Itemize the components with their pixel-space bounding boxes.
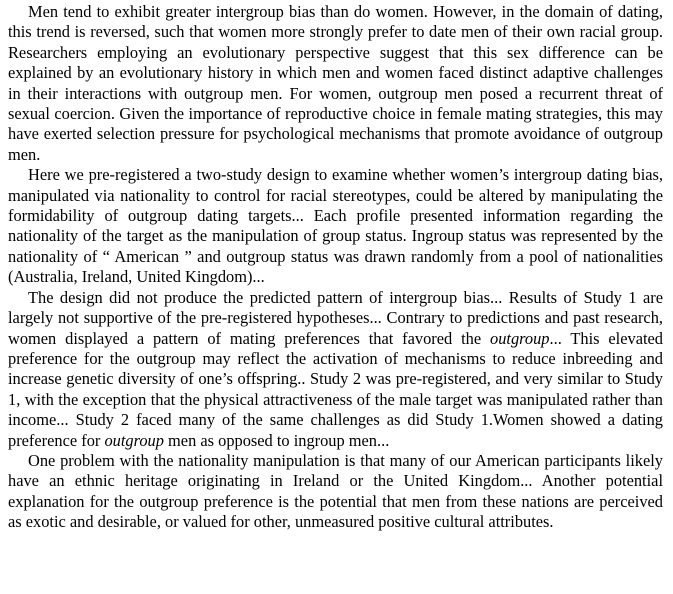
paragraph-3 — [8, 288, 663, 451]
paragraph-1-text: Men tend to exhibit greater intergroup bias than do women. However, in the domain of dating, this trend is reversed, such that women more strongly prefer to date men of their own racial group. Researchers employing an evolutionary perspective suggest that this sex difference can be explained by an evolutionary history in which men and women faced distinct adaptive challenges in their interactions with outgroup men. For women, outgroup men posed a recurrent threat of sexual coercion. Given the importance of reproductive choice in female mating strategies, this may have exerted selection pressure for psychological mechanisms that promote avoidance of outgroup men. — [8, 2, 663, 164]
paragraph-2-text: Here we pre-registered a two-study design to examine whether women’s intergroup dating bias, manipulated via nationality to control for racial stereotypes, could be altered by manipulating the formidability of outgroup dating targets... Each profile presented information regarding the nationality of the target as the manipulation of group status. Ingroup status was represented by the nationality of “ American ” and outgroup status was drawn randomly from a pool of nationalities (Australia, Ireland, United Kingdom)... — [8, 165, 663, 287]
paragraph-1 — [8, 2, 663, 165]
paragraph-4 — [8, 451, 663, 533]
paragraph-4-text: One problem with the nationality manipulation is that many of our American participants likely have an ethnic heritage originating in Ireland or the United Kingdom... Another potential explanation for the outgroup preference is the potential that men from these nations are perceived as exotic and desirable, or valued for other, unmeasured positive cultural attributes. — [8, 450, 663, 532]
paragraph-3-text-b: ... This elevated preference for the outgroup may reflect the activation of mechanisms to reduce inbreeding and increase genetic diversity of one’s offspring.. Study 2 was pre-registered, and very similar to Study 1, with the exception that the physical attractiveness of the male target was manipulated rather than income... Study 2 faced many of the same challenges as did Study 1.Women showed a dating preference for — [8, 328, 663, 450]
paragraph-2 — [8, 165, 663, 287]
paragraph-3-text-a: The design did not produce the predicted pattern of intergroup bias... Results of Study 1 are largely not supportive of the pre-registered hypotheses... Contrary to predictions and past research, women displayed a pattern of mating preferences that favored the — [8, 287, 663, 348]
paragraph-3-italic-outgroup-b: outgroup — [104, 430, 164, 450]
paragraph-3-italic-outgroup-a: outgroup — [490, 328, 550, 348]
paragraph-3-text-c: men as opposed to ingroup men... — [163, 430, 390, 450]
